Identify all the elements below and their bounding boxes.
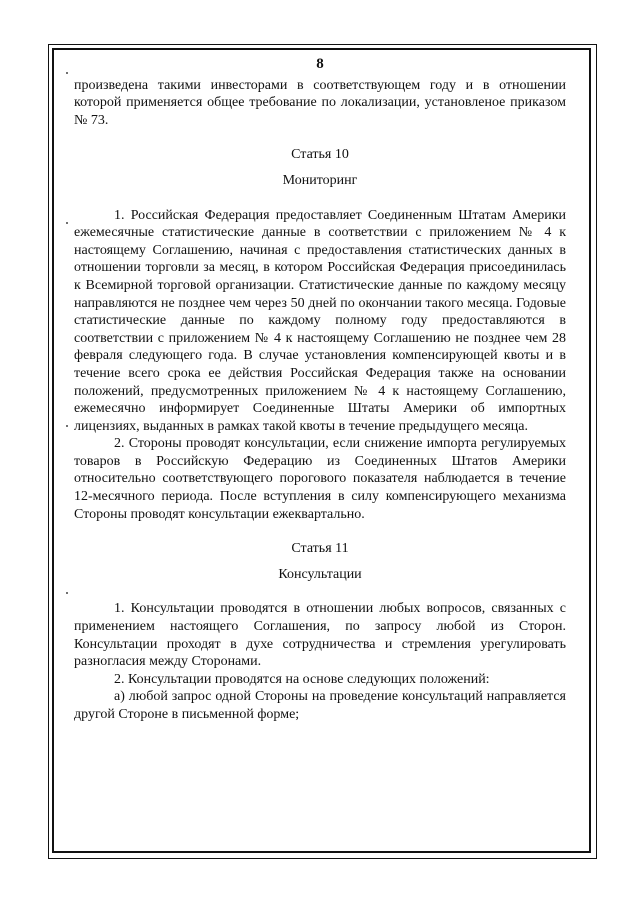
page-number: 8 [316, 56, 324, 72]
scan-speck [66, 222, 68, 224]
article-10-number: Статья 10 [291, 147, 349, 163]
article-11-paragraph-1: 1. Консультации проводятся в отношении любых вопросов, связанных с применением настоящего Соглашения, по запросу любой из Сторон. Консультации проходят в духе сотрудничества и стремления урегулировать разногласия между Сторонами. [74, 601, 566, 670]
article-10 [74, 146, 566, 523]
article-10-paragraph-1: 1. Российская Федерация предоставляет Соединенным Штатам Америки ежемесячные статистические данные в соответствии с приложением № 4 к настоящему Соглашению, начиная с предоставления статистических данных в отношении торговли за месяц, в котором Российская Федерация присоединилась к Всемирной торговой организации. Статистические данные по каждому месяцу направляются не позднее чем через 50 дней по окончании такого месяца. Годовые статистические данные по каждому полному году предоставляются в соответствии с приложением № 4 к настоящему Соглашению не позднее чем 28 февраля следующего года. В случае установления компенсирующей квоты и в течение всего срока ее действия Российская Федерация также на основании положений, предусмотренных приложением № 4 к настоящему Соглашению, ежемесячно информирует Соединенные Штаты Америки об импортных лицензиях, выданных в рамках такой квоты в течение предыдущего месяца. [74, 207, 566, 434]
scan-speck [66, 425, 68, 427]
article-11-title: Консультации [278, 566, 362, 582]
scan-speck [66, 72, 68, 74]
article-11-paragraph-3: а) любой запрос одной Стороны на проведение консультаций направляется другой Стороне в письменной форме; [74, 689, 566, 722]
article-10-paragraph-2: 2. Стороны проводят консультации, если снижение импорта регулируемых товаров в Российскую Федерацию из Соединенных Штатов Америки относительно соответствующего порогового показателя наблюдается в течение 12-месячного периода. После вступления в силу компенсирующего механизма Стороны проводят консультации ежеквартально. [74, 436, 566, 522]
article-11-number: Статья 11 [291, 541, 349, 557]
article-11 [74, 540, 566, 723]
document-page [74, 56, 566, 724]
scan-speck [66, 592, 68, 594]
article-10-title: Мониторинг [282, 172, 358, 188]
article-11-paragraph-2: 2. Консультации проводятся на основе следующих положений: [114, 671, 490, 687]
intro-paragraph: произведена такими инвесторами в соответствующем году и в отношении которой применяется общее требование по локализации, установленое приказом № 73. [74, 77, 566, 128]
